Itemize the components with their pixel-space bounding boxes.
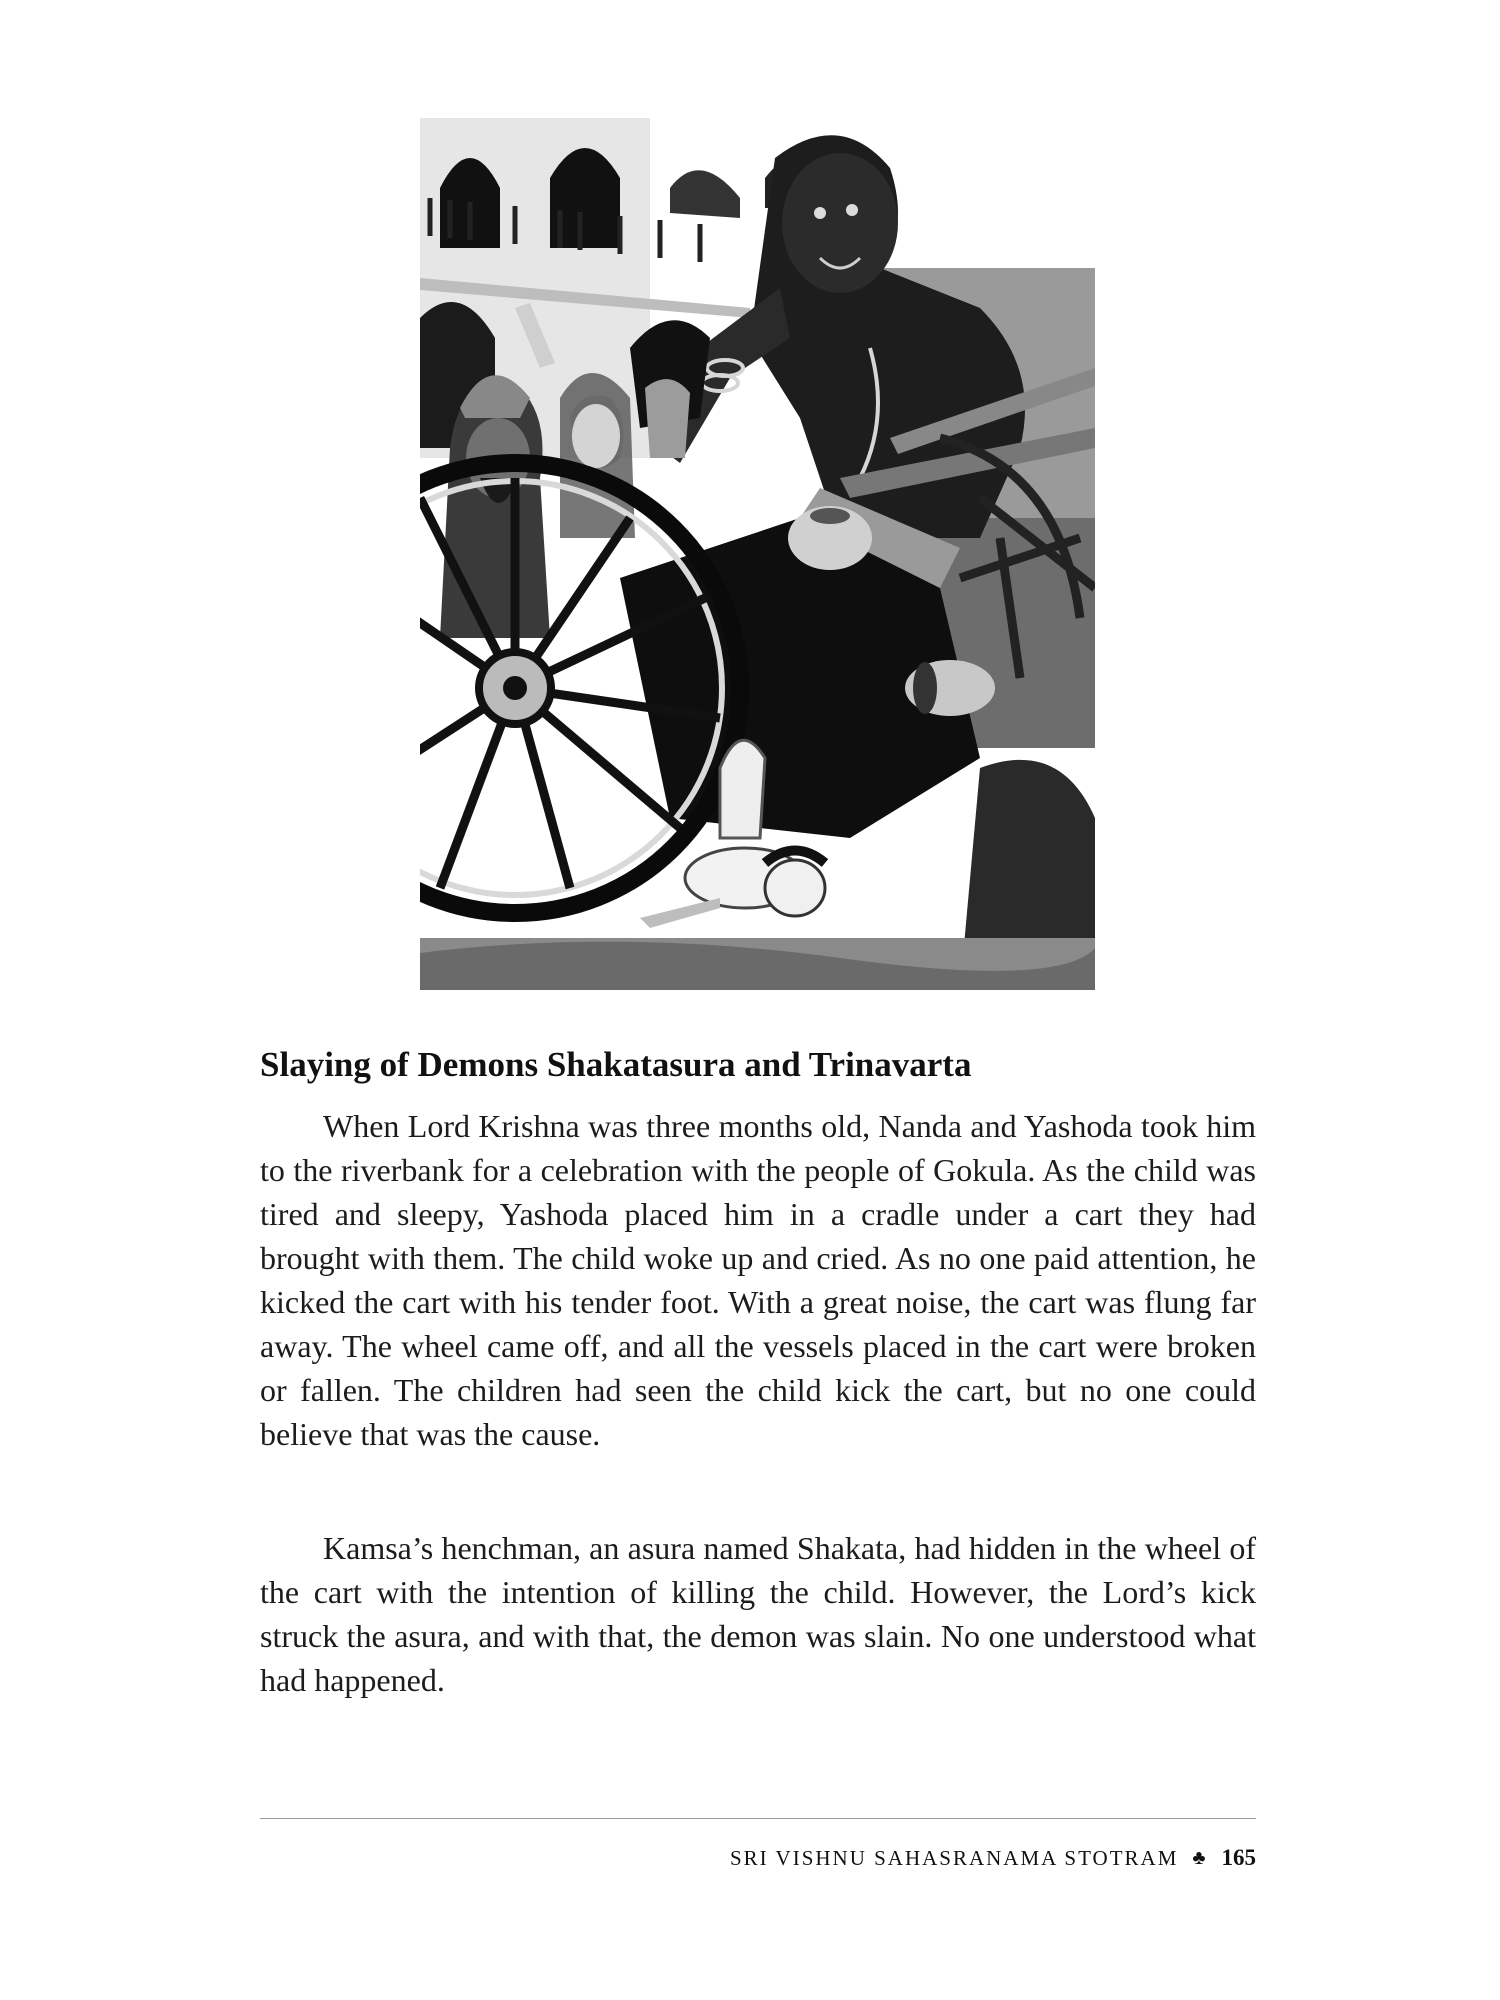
footer-divider — [260, 1818, 1256, 1819]
page-footer — [730, 1845, 1256, 1871]
illustration — [420, 118, 1095, 990]
section-heading: Slaying of Demons Shakatasura and Trinavarta — [260, 1045, 972, 1084]
illustration-image — [420, 118, 1095, 990]
body-paragraph: Kamsa’s henchman, an asura named Shakata, had hidden in the wheel of the cart with the intention of killing the child. However, the Lord’s kick struck the asura, and with that, the demon was slain. No one understood what had happened. — [260, 1530, 1256, 1698]
page-number: 165 — [1221, 1845, 1256, 1870]
running-title: SRI VISHNU SAHASRANAMA STOTRAM — [729, 1845, 1179, 1870]
body-paragraph: When Lord Krishna was three months old, Nanda and Yashoda took him to the riverbank for a celebration with the people of Gokula. As the child was tired and sleepy, Yashoda placed him in a cradle under a cart they had brought with them. The child woke up and cried. As no one paid attention, he kicked the cart with his tender foot. With a great noise, the cart was flung far away. The wheel came off, and all the vessels placed in the cart were broken or fallen. The children had seen the child kick the cart, but no one could believe that was the cause. — [260, 1108, 1256, 1452]
club-ornament-icon: ♣ — [1192, 1846, 1208, 1869]
